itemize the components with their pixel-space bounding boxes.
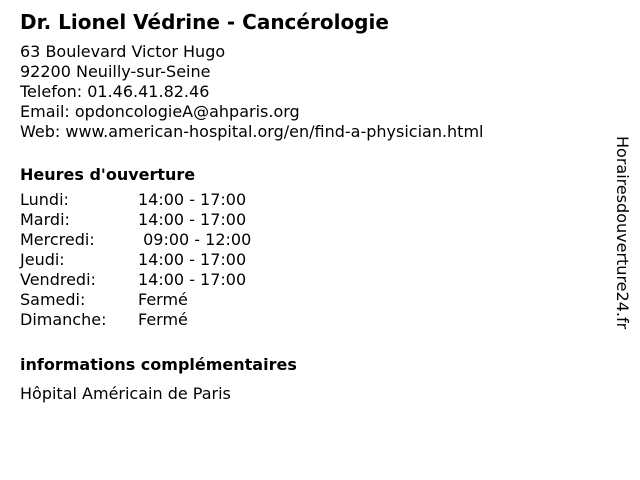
opening-hours-table — [20, 190, 600, 330]
day-label: Jeudi: — [20, 250, 65, 269]
additional-info-heading: informations complémentaires — [20, 355, 297, 374]
address-city: 92200 Neuilly-sur-Seine — [20, 62, 211, 81]
day-label: Samedi: — [20, 290, 86, 309]
hours-row-thursday — [20, 250, 600, 270]
website-text: Web: www.american-hospital.org/en/find-a-physician.html — [20, 122, 484, 141]
hours-row-wednesday — [20, 230, 600, 250]
time-value: 14:00 - 17:00 — [138, 210, 247, 229]
phone-text: Telefon: 01.46.41.82.46 — [20, 82, 210, 101]
page-title: Dr. Lionel Védrine - Cancérologie — [20, 10, 389, 34]
time-value: 14:00 - 17:00 — [138, 190, 247, 209]
time-value: 09:00 - 12:00 — [138, 230, 252, 249]
hours-row-monday — [20, 190, 600, 210]
hours-row-tuesday — [20, 210, 600, 230]
day-label: Dimanche: — [20, 310, 107, 329]
day-label: Vendredi: — [20, 270, 96, 289]
time-value: 14:00 - 17:00 — [138, 250, 247, 269]
hours-row-sunday — [20, 310, 600, 330]
address-street: 63 Boulevard Victor Hugo — [20, 42, 226, 61]
day-label: Lundi: — [20, 190, 69, 209]
additional-info-text: Hôpital Américain de Paris — [20, 384, 231, 403]
time-value: Fermé — [138, 290, 188, 309]
site-watermark: Horairesdouverture24.fr — [613, 136, 632, 330]
time-value: Fermé — [138, 310, 188, 329]
day-label: Mardi: — [20, 210, 70, 229]
email-text: Email: opdoncologieA@ahparis.org — [20, 102, 300, 121]
opening-hours-heading: Heures d'ouverture — [20, 165, 196, 184]
business-card — [20, 10, 600, 404]
hours-row-saturday — [20, 290, 600, 310]
contact-details — [20, 42, 600, 142]
time-value: 14:00 - 17:00 — [138, 270, 247, 289]
hours-row-friday — [20, 270, 600, 290]
day-label: Mercredi: — [20, 230, 95, 249]
